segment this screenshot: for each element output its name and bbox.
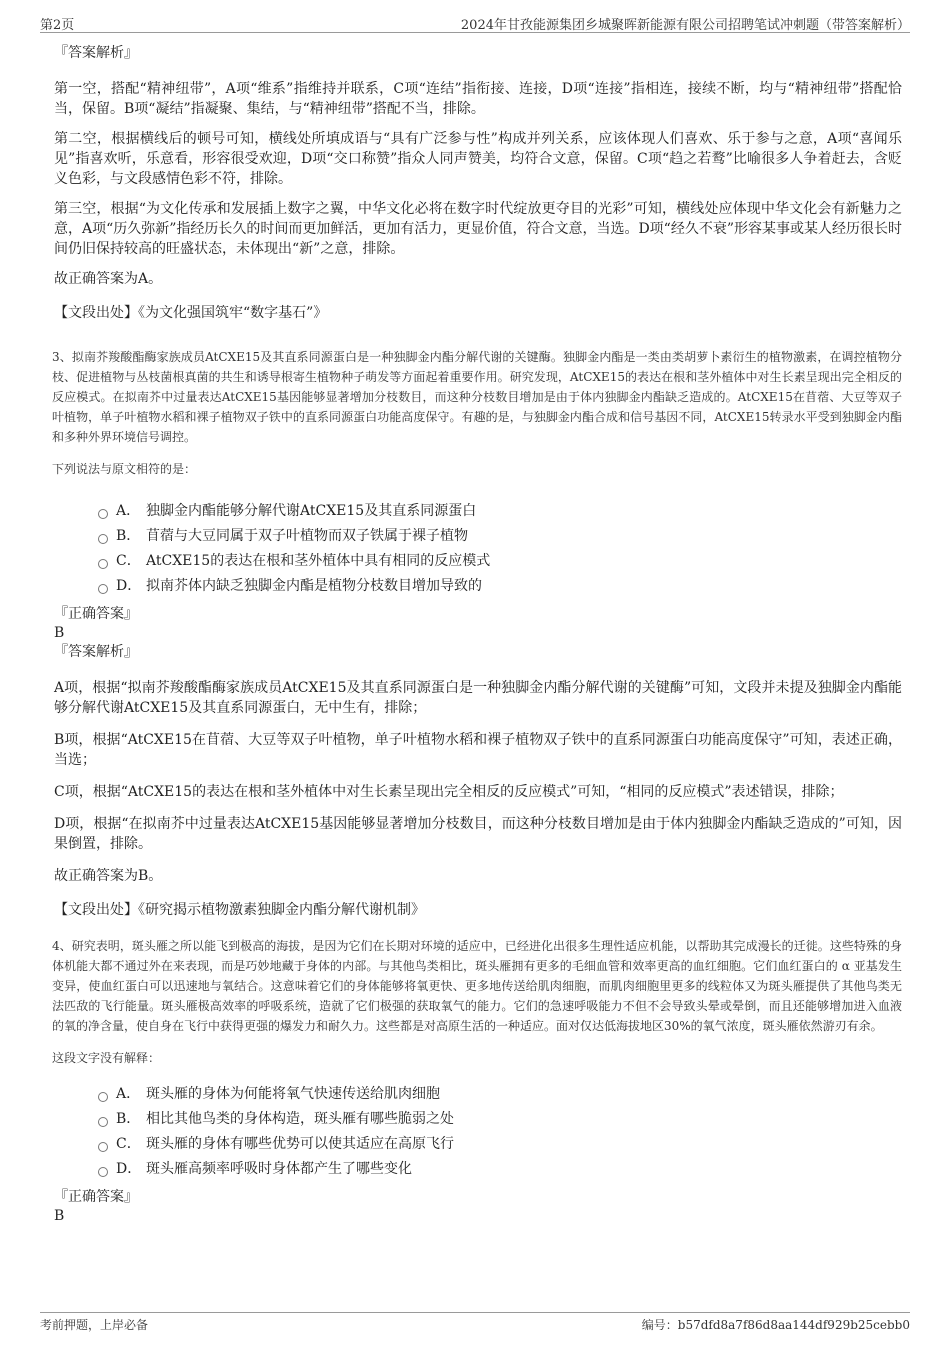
page-number: 第2页 [40, 18, 75, 33]
option-list [98, 1082, 902, 1182]
analysis-label: 『答案解析』 [54, 45, 138, 61]
q2-analysis [54, 44, 902, 323]
page-header [40, 12, 910, 33]
analysis-paragraph: 第一空，搭配“精神纽带”，A项“维系”指维持并联系，C项“连结”指衔接、连接，D项“连接”指相连，接续不断，均与“精神纽带”搭配恰当，保留。B项“凝结”指凝聚、集结，与“精神纽带”搭配不当，排除。 [54, 81, 902, 117]
radio-icon[interactable] [98, 559, 108, 569]
option-b[interactable]: B． 苜蓿与大豆同属于双子叶植物而双子铁属于裸子植物 [98, 524, 902, 549]
question-stem: 4、研究表明，斑头雁之所以能飞到极高的海拔，是因为它们在长期对环境的适应中，已经进化出很多生理性适应机能，以帮助其完成漫长的迁徙。这些特殊的身体机能大都不通过外在来表现，而是巧妙地藏于身体的内部。与其他鸟类相比，斑头雁拥有更多的毛细血管和效率更高的血红细胞。它们血红蛋白的 α 亚基发生变异，使血红蛋白可以迅速地与氧结合。这意味着它们的身体能够将氧更快、更多地传送给肌肉细胞，而肌肉细胞里更多的线粒体又为斑头雁提供了其他鸟类无法匹敌的飞行能量。斑头雁极高效率的呼吸系统，造就了它们极强的获取氧气的能力。它们的急速呼吸能力不但不会导致头晕或晕倒，而且还能够增加进入血液的氧的净含量，使自身在飞行中获得更强的爆发力和耐久力。这些都是对高原生活的一种适应。面对仅达低海拔地区30%的氧气浓度，斑头雁依然游刃有余。 [52, 939, 902, 1033]
correct-answer: B [54, 625, 65, 641]
option-c[interactable]: C． 斑头雁的身体有哪些优势可以使其适应在高原飞行 [98, 1132, 902, 1157]
correct-answer-label: 『正确答案』 [54, 606, 138, 622]
radio-icon[interactable] [98, 1142, 108, 1152]
source-citation: 【文段出处】《研究揭示植物激素独脚金内酯分解代谢机制》 [54, 902, 425, 918]
radio-icon[interactable] [98, 509, 108, 519]
option-d[interactable]: D． 斑头雁高频率呼吸时身体都产生了哪些变化 [98, 1157, 902, 1182]
correct-answer: B [54, 1208, 65, 1224]
analysis-label: 『答案解析』 [54, 644, 138, 660]
analysis-paragraph: D项，根据“在拟南芥中过量表达AtCXE15基因能够显著增加分枝数目，而这种分枝数目增加是由于体内独脚金内酯缺乏造成的”可知，因果倒置，排除。 [54, 816, 902, 852]
question-4 [52, 936, 902, 1226]
option-list [98, 499, 902, 599]
option-b[interactable]: B． 相比其他鸟类的身体构造，斑头雁有哪些脆弱之处 [98, 1107, 902, 1132]
question-3 [52, 347, 902, 920]
question-prompt: 下列说法与原文相符的是： [52, 462, 197, 476]
analysis-conclusion: 故正确答案为A。 [54, 271, 163, 287]
source-citation: 【文段出处】《为文化强国筑牢“数字基石”》 [54, 305, 328, 321]
option-a[interactable]: A． 斑头雁的身体为何能将氧气快速传送给肌肉细胞 [98, 1082, 902, 1107]
analysis-paragraph: 第二空，根据横线后的顿号可知，横线处所填成语与“具有广泛参与性”构成并列关系，应该体现人们喜欢、乐于参与之意，A项“喜闻乐见”指喜欢听，乐意看，形容很受欢迎，D项“交口称赞”指众人同声赞美，均符合文意，保留。C项“趋之若鹜”比喻很多人争着赶去，含贬义色彩，与文段感情色彩不符，排除。 [54, 131, 902, 187]
analysis-paragraph: A项，根据“拟南芥羧酸酯酶家族成员AtCXE15及其直系同源蛋白是一种独脚金内酯分解代谢的关键酶”可知，文段并未提及独脚金内酯能够分解代谢AtCXE15及其直系同源蛋白，无中生有，排除； [54, 680, 902, 716]
document-title: 2024年甘孜能源集团乡城聚晖新能源有限公司招聘笔试冲刺题（带答案解析） [460, 18, 910, 33]
analysis-paragraph: B项，根据“AtCXE15在苜蓿、大豆等双子叶植物，单子叶植物水稻和裸子植物双子铁中的直系同源蛋白功能高度保守”可知，表述正确，当选； [54, 732, 902, 768]
correct-answer-label: 『正确答案』 [54, 1189, 138, 1205]
option-c[interactable]: C． AtCXE15的表达在根和茎外植体中具有相同的反应模式 [98, 549, 902, 574]
question-prompt: 这段文字没有解释： [52, 1051, 161, 1065]
page-footer [40, 1312, 910, 1333]
radio-icon[interactable] [98, 534, 108, 544]
radio-icon[interactable] [98, 1167, 108, 1177]
option-d[interactable]: D． 拟南芥体内缺乏独脚金内酯是植物分枝数目增加导致的 [98, 574, 902, 599]
question-stem: 3、拟南芥羧酸酯酶家族成员AtCXE15及其直系同源蛋白是一种独脚金内酯分解代谢的关键酶。独脚金内酯是一类由类胡萝卜素衍生的植物激素，在调控植物分枝、促进植物与丛枝菌根真菌的共生和诱导根寄生植物种子萌发等方面起着重要作用。研究发现，AtCXE15的表达在根和茎外植体中对生长素呈现出完全相反的反应模式。在拟南芥中过量表达AtCXE15基因能够显著增加分枝数目，而这种分枝数目增加是由于体内独脚金内酯缺乏造成的。AtCXE15在苜蓿、大豆等双子叶植物，单子叶植物水稻和裸子植物双子铁中的直系同源蛋白功能高度保守。有趣的是，与独脚金内酯合成和信号基因不同，AtCXE15转录水平受到独脚金内酯和多种外界环境信号调控。 [52, 350, 902, 444]
radio-icon[interactable] [98, 1092, 108, 1102]
document-id: 编号：b57dfd8a7f86d8aa144df929b25cebb0 [641, 1318, 910, 1332]
radio-icon[interactable] [98, 584, 108, 594]
option-a[interactable]: A． 独脚金内酯能够分解代谢AtCXE15及其直系同源蛋白 [98, 499, 902, 524]
analysis-conclusion: 故正确答案为B。 [54, 868, 163, 884]
document-body [52, 44, 902, 1226]
analysis-paragraph: C项，根据“AtCXE15的表达在根和茎外植体中对生长素呈现出完全相反的反应模式”可知，“相同的反应模式”表述错误，排除； [54, 784, 844, 800]
analysis-paragraph: 第三空，根据“为文化传承和发展插上数字之翼，中华文化必将在数字时代绽放更夺目的光彩”可知，横线处应体现中华文化会有新魅力之意，A项“历久弥新”指经历长久的时间而更加鲜活，更加有活力，更显价值，符合文意，当选。D项“经久不衰”形容某事或某人经历很长时间仍旧保持较高的旺盛状态，未体现出“新”之意，排除。 [54, 201, 902, 257]
radio-icon[interactable] [98, 1117, 108, 1127]
footer-slogan: 考前押题，上岸必备 [40, 1318, 149, 1332]
